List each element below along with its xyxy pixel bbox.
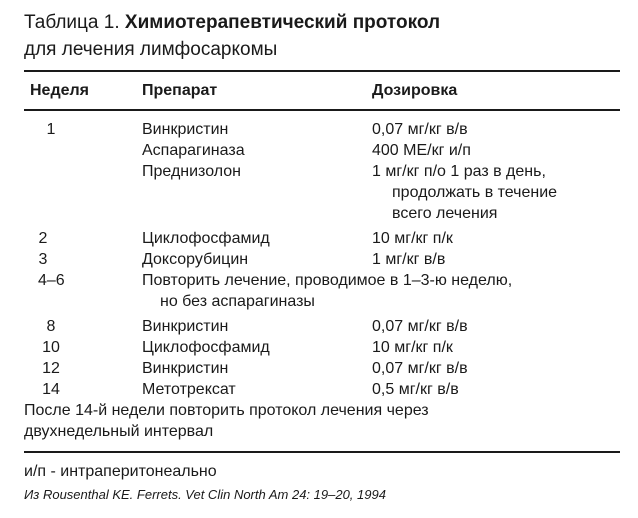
week-cell: 8: [46, 318, 56, 335]
drug-cell: Повторить лечение, проводимое в 1–3-ю неделю,: [142, 272, 513, 289]
week-cell: 2: [38, 230, 48, 247]
table-footer-note: После 14-й недели повторить протокол лечения через: [24, 402, 429, 419]
top-rule: [24, 70, 620, 72]
dose-cell-continued: продолжать в течение: [392, 184, 558, 201]
dose-cell: 0,5 мг/кг в/в: [372, 381, 459, 398]
dose-cell: 400 МЕ/кг и/п: [372, 142, 471, 159]
dose-cell: 10 мг/кг п/к: [372, 230, 453, 247]
drug-cell: Винкристин: [142, 360, 229, 377]
drug-cell: Доксорубицин: [142, 251, 249, 268]
title-line-1: Химиотерапевтический протокол: [124, 12, 441, 33]
week-cell: 1: [46, 121, 56, 138]
header-rule: [24, 109, 620, 111]
table-title: [24, 10, 440, 36]
abbreviation-note: и/п - интраперитонеально: [24, 463, 217, 480]
week-cell: 14: [42, 381, 60, 398]
dose-cell: 0,07 мг/кг в/в: [372, 121, 468, 138]
drug-cell: Метотрексат: [142, 381, 236, 398]
header-week: Неделя: [30, 82, 90, 99]
header-dose: Дозировка: [372, 82, 458, 99]
bottom-rule: [24, 451, 620, 453]
drug-cell: Циклофосфамид: [142, 339, 270, 356]
drug-cell-continued: но без аспарагиназы: [160, 293, 315, 310]
week-cell: 4–6: [38, 272, 65, 289]
drug-cell: Преднизолон: [142, 163, 242, 180]
week-cell: 3: [38, 251, 48, 268]
drug-cell: Циклофосфамид: [142, 230, 270, 247]
week-cell: 12: [42, 360, 60, 377]
drug-cell: Аспарагиназа: [142, 142, 245, 159]
source-citation: Из Rousenthal KE. Ferrets. Vet Clin North Am 24: 19–20, 1994: [24, 487, 386, 502]
table-number: Таблица 1.: [24, 12, 125, 33]
title-line-2: для лечения лимфосаркомы: [24, 39, 278, 60]
dose-cell: 1 мг/кг в/в: [372, 251, 446, 268]
dose-cell: 0,07 мг/кг в/в: [372, 360, 468, 377]
drug-cell: Винкристин: [142, 121, 229, 138]
drug-cell: Винкристин: [142, 318, 229, 335]
dose-cell: 1 мг/кг п/о 1 раз в день,: [372, 163, 546, 180]
dose-cell: 10 мг/кг п/к: [372, 339, 453, 356]
dose-cell-continued: всего лечения: [392, 205, 498, 222]
table-footer-note-continued: двухнедельный интервал: [24, 423, 214, 440]
dose-cell: 0,07 мг/кг в/в: [372, 318, 468, 335]
header-drug: Препарат: [142, 82, 218, 99]
week-cell: 10: [42, 339, 60, 356]
